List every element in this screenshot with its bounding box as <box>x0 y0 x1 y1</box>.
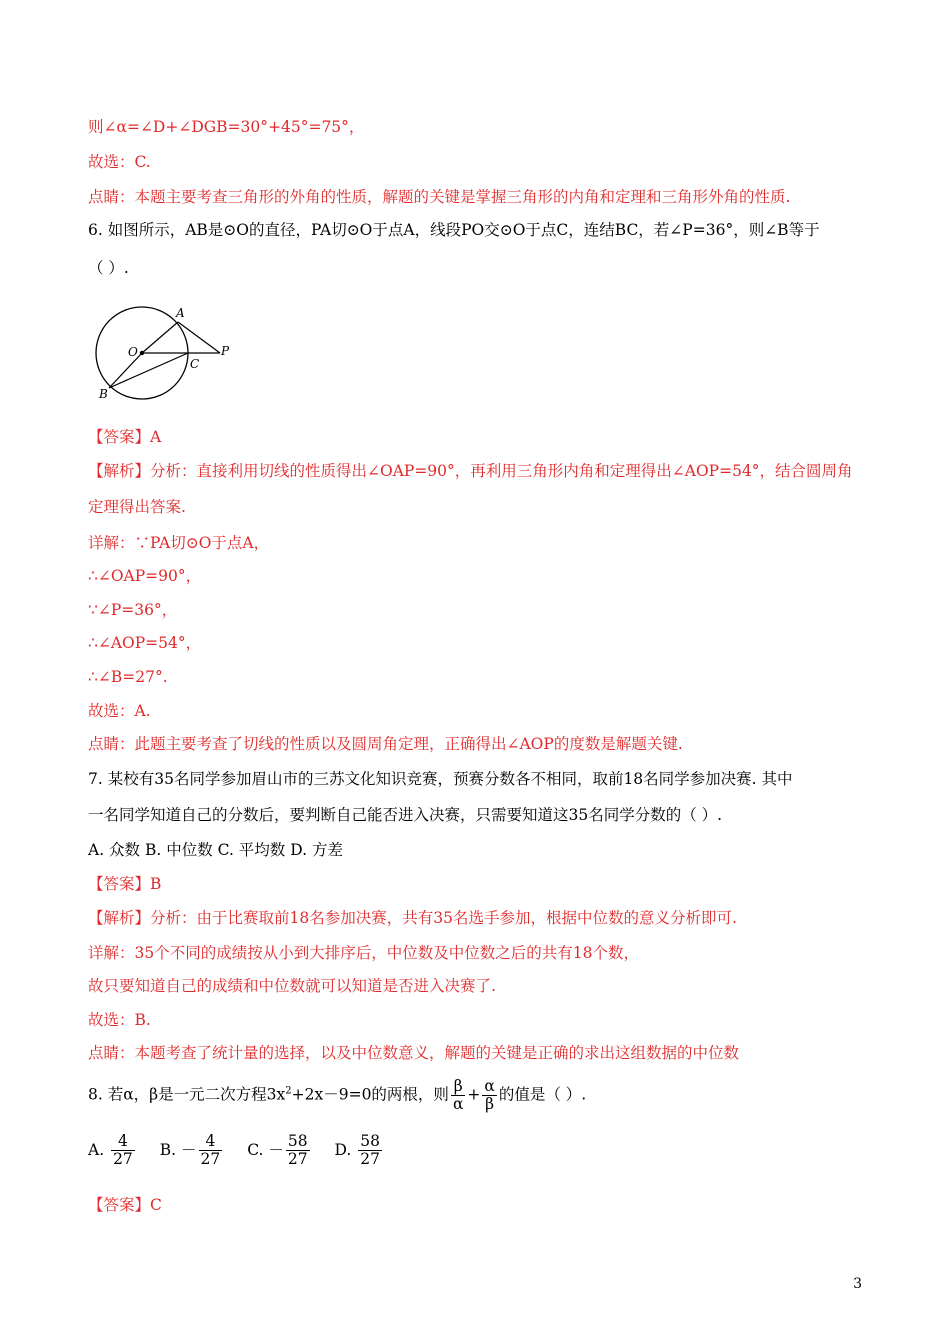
option-a: A. $\frac{4}{27}$ <box>88 1132 133 1168</box>
question-8-options <box>88 1133 402 1168</box>
text-line: 点睛：本题主要考查三角形的外角的性质，解题的关键是掌握三角形的内角和定理和三角形外角的性质. <box>88 188 791 206</box>
circle-tangent-figure <box>88 300 248 410</box>
option-b: B. － $\frac{4}{27}$ <box>159 1132 221 1168</box>
q8-lead: 8. 若α，β是一元二次方程3x <box>88 1085 286 1104</box>
fraction: $\frac{\beta}{\alpha}$ <box>452 1077 464 1113</box>
text-line: 定理得出答案. <box>88 498 186 516</box>
option-c: C. － $\frac{58}{27}$ <box>247 1132 308 1168</box>
plus-sign: + <box>467 1085 481 1104</box>
answer-label: 【答案】B <box>88 875 162 893</box>
text-line: 点睛：本题考查了统计量的选择，以及中位数意义，解题的关键是正确的求出这组数据的中位数 <box>88 1044 740 1062</box>
q8-rest: +2x－9=0的两根，则 <box>291 1085 449 1104</box>
q8-sup: 2 <box>285 1085 292 1097</box>
text-line: ∴∠B=27°. <box>88 668 168 686</box>
text-line: 故选：C. <box>88 153 151 171</box>
text-line: 故只要知道自己的成绩和中位数就可以知道是否进入决赛了. <box>88 977 496 995</box>
fraction: $\frac{\alpha}{\beta}$ <box>484 1077 495 1113</box>
text-line: （ ）. <box>88 259 129 277</box>
center-point <box>140 351 144 355</box>
label-c: C <box>190 357 200 371</box>
question-6: 6. 如图所示，AB是⊙O的直径，PA切⊙O于点A，线段PO交⊙O于点C，连结BC，若∠P=36°，则∠B等于 <box>88 221 820 239</box>
question-7-options: A. 众数 B. 中位数 C. 平均数 D. 方差 <box>88 841 343 859</box>
question-8 <box>88 1078 586 1113</box>
segment-oa <box>142 322 178 353</box>
text-line: 【解析】分析：直接利用切线的性质得出∠OAP=90°，再利用三角形内角和定理得出∠AOP=54°，结合圆周角 <box>88 462 853 480</box>
text-line: 点睛：此题主要考查了切线的性质以及圆周角定理，正确得出∠AOP的度数是解题关键. <box>88 735 683 753</box>
label-p: P <box>221 344 230 358</box>
text-line: 详解：35个不同的成绩按从小到大排序后，中位数及中位数之后的共有18个数， <box>88 944 639 962</box>
text-line: 故选：B. <box>88 1011 151 1029</box>
text-line: 一名同学知道自己的分数后，要判断自己能否进入决赛，只需要知道这35名同学分数的（ ）. <box>88 806 723 824</box>
page-number: 3 <box>853 1276 862 1292</box>
text-line: 故选：A. <box>88 702 151 720</box>
label-b: B <box>99 387 108 401</box>
q8-tail: 的值是（ ）. <box>498 1085 587 1104</box>
text-line: ∴∠AOP=54°， <box>88 634 202 652</box>
text-line: ∵∠P=36°， <box>88 601 178 619</box>
label-a: A <box>176 306 185 320</box>
question-7: 7. 某校有35名同学参加眉山市的三苏文化知识竞赛，预赛分数各不相同，取前18名同学参加决赛. 其中 <box>88 770 793 788</box>
answer-label: 【答案】A <box>88 428 162 446</box>
text-line: ∴∠OAP=90°， <box>88 567 202 585</box>
segment-bc <box>109 353 188 388</box>
segment-ap <box>178 322 220 353</box>
text-line: 则∠α=∠D+∠DGB=30°+45°=75°， <box>88 118 365 136</box>
text-line: 详解：∵PA切⊙O于点A， <box>88 534 270 552</box>
text-line: 【解析】分析：由于比赛取前18名参加决赛，共有35名选手参加，根据中位数的意义分析即可. <box>88 909 737 927</box>
label-o: O <box>128 345 138 359</box>
option-d: D. $\frac{58}{27}$ <box>334 1132 381 1168</box>
answer-label: 【答案】C <box>88 1196 162 1214</box>
